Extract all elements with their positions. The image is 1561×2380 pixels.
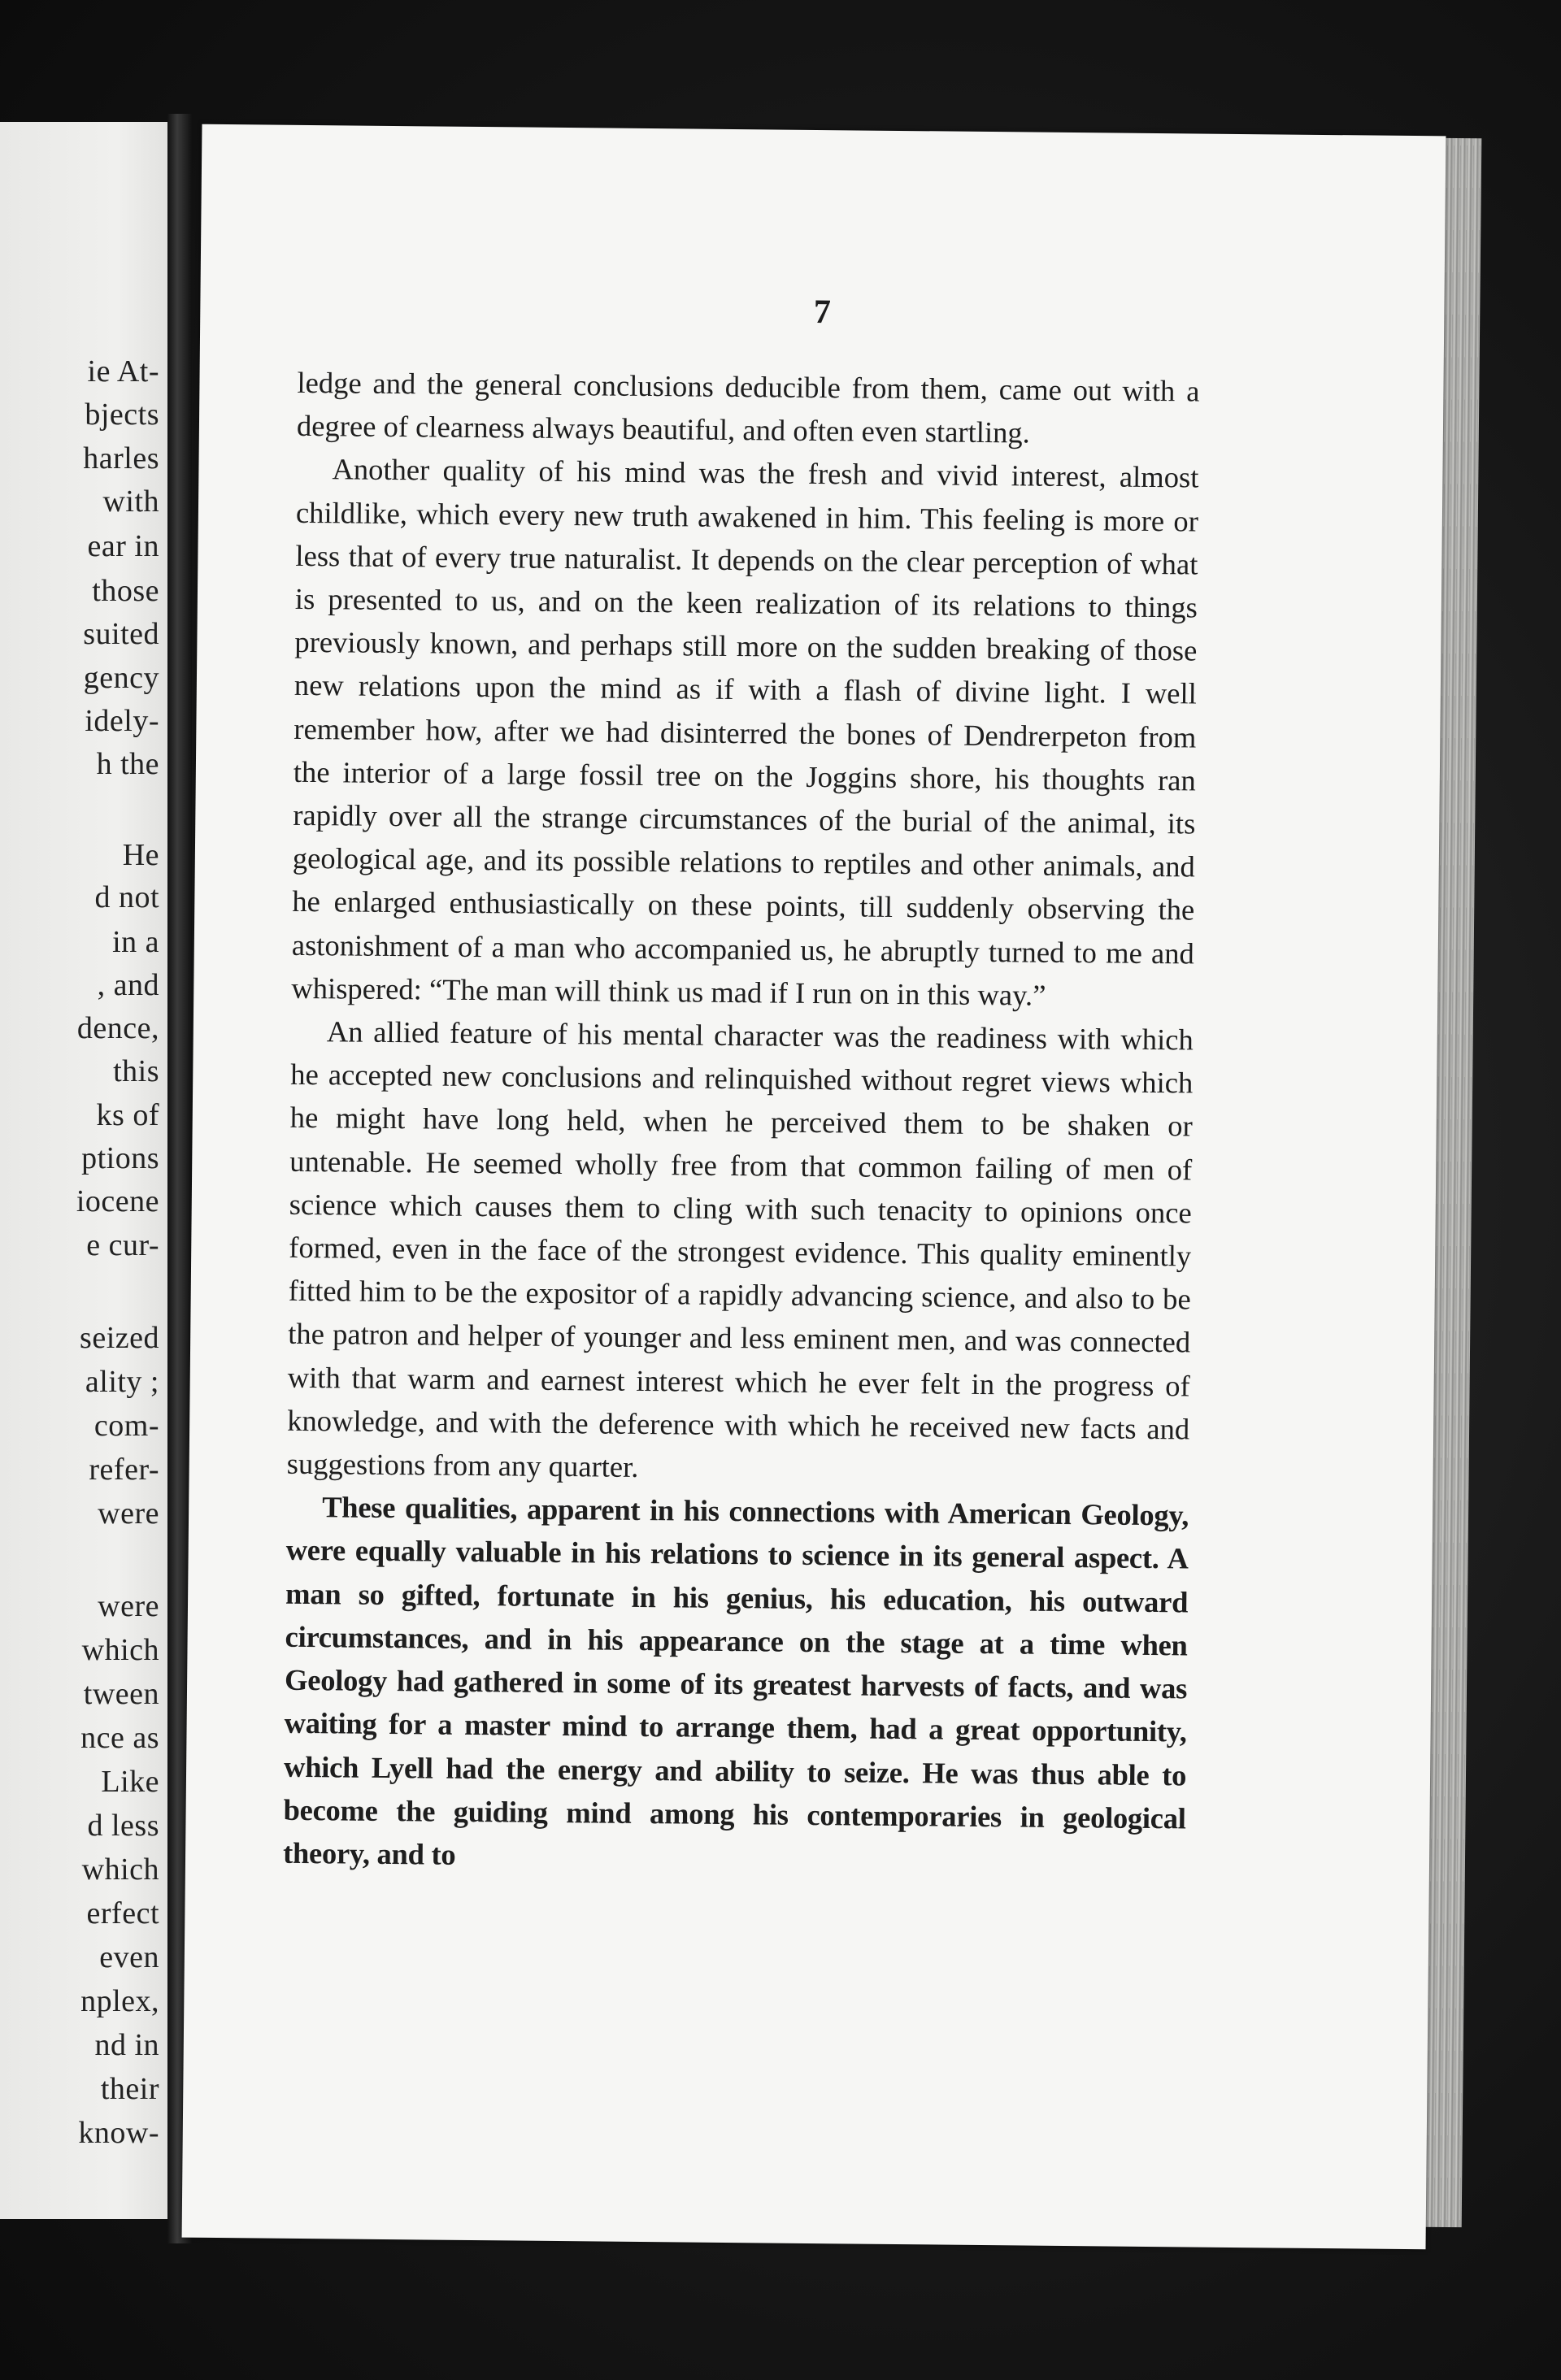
previous-page-line: h the xyxy=(96,747,159,781)
previous-page-line: com- xyxy=(93,1409,159,1443)
previous-page-line: dence, xyxy=(76,1011,159,1045)
previous-page-line: this xyxy=(113,1054,159,1088)
previous-page-line: d not xyxy=(94,880,159,914)
previous-page-line: nd in xyxy=(94,2028,159,2062)
book-page xyxy=(182,124,1446,2250)
paragraph: Another quality of his mind was the fresh and vivid interest, almost childlike, which every new truth awakened in him. This feeling is more or less that of every true naturalist. It depends on the clear perception of what is presented to us, and on the keen realization of its relations to things previously known, and perhaps still more on the sudden breaking of those new relations upon the mind as if with a flash of divine light. I well remember how, after we had disinterred the bones of Dendrerpeton from the interior of a large fossil tree on the Joggins shore, his thoughts ran rapidly over all the strange circumstances of the burial of the animal, its geological age, and its possible relations to reptiles and other animals, and he enlarged enthusiastically on these points, till suddenly observing the astonishment of a man who accompanied us, he abruptly turned to me and whispered: “The man will think us mad if I run on in this way.” xyxy=(291,452,1199,1012)
previous-page-line: tween xyxy=(83,1677,159,1711)
previous-page-line: nce as xyxy=(80,1721,159,1755)
previous-page-line: those xyxy=(92,574,159,608)
previous-page-line: in a xyxy=(112,925,159,959)
previous-page-line: e cur- xyxy=(86,1228,159,1262)
previous-page-line: ptions xyxy=(81,1141,159,1175)
page-number: 7 xyxy=(813,293,832,332)
previous-page-line: harles xyxy=(83,441,159,476)
previous-page-line: ie At- xyxy=(87,354,159,389)
previous-page-fragment xyxy=(0,122,167,2219)
previous-page-line: suited xyxy=(83,617,159,651)
previous-page-line: , and xyxy=(97,968,159,1002)
previous-page-line: ear in xyxy=(87,529,159,563)
previous-page-line: which xyxy=(81,1633,159,1667)
previous-page-line: He xyxy=(122,838,159,872)
previous-page-line: with xyxy=(102,484,159,519)
previous-page-line: Like xyxy=(101,1765,159,1799)
previous-page-line: bjects xyxy=(85,397,159,432)
previous-page-line: even xyxy=(99,1940,159,1974)
page-body xyxy=(283,361,1200,1883)
previous-page-line: idely- xyxy=(85,704,159,738)
paragraph: An allied feature of his mental character was the readiness with which he accepted new conclusions and relinquished without regret views which he might have long held, when he perceived them to be shaken or untenable. He seemed wholly free from that common failing of men of science which causes them to cling with such tenacity to opinions once formed, even in the face of the strongest evidence. This quality eminently fitted him to be the expositor of a rapidly advancing science, and also to be the patron and helper of younger and less eminent men, and was connected with that warm and earnest interest which he ever felt in the progress of knowledge, and with the deference with which he received new facts and suggestions from any quarter. xyxy=(286,1014,1194,1484)
previous-page-line: erfect xyxy=(86,1896,159,1930)
previous-page-line: ks of xyxy=(96,1098,159,1132)
previous-page-line: d less xyxy=(87,1809,159,1843)
previous-page-line: nplex, xyxy=(80,1984,159,2018)
previous-page-line: seized xyxy=(80,1321,159,1355)
paragraph: ledge and the general conclusions deducible from them, came out with a degree of clearness always beautiful, and often even startling. xyxy=(296,365,1200,450)
previous-page-line: refer- xyxy=(89,1453,159,1487)
paragraph: These qualities, apparent in his connections with American Geology, were equally valuable in his relations to science in its general aspect. A man so gifted, fortunate in his genius, his education, his outward circumstances, and in his appearance on the stage at a time when Geology had gathered in some of its greatest harvests of facts, and was waiting for a master mind to arrange them, had a great opportunity, which Lyell had the energy and ability to seize. He was thus able to become the guiding mind among his contemporaries in geological theory, and to xyxy=(282,1490,1189,1871)
previous-page-line: ality ; xyxy=(85,1365,159,1399)
previous-page-line: which xyxy=(81,1852,159,1887)
previous-page-line: were xyxy=(98,1589,159,1623)
previous-page-line: their xyxy=(100,2072,159,2106)
previous-page-line: were xyxy=(98,1496,159,1531)
previous-page-line: gency xyxy=(83,661,159,695)
previous-page-line: iocene xyxy=(76,1184,159,1218)
previous-page-line: know- xyxy=(78,2116,159,2150)
